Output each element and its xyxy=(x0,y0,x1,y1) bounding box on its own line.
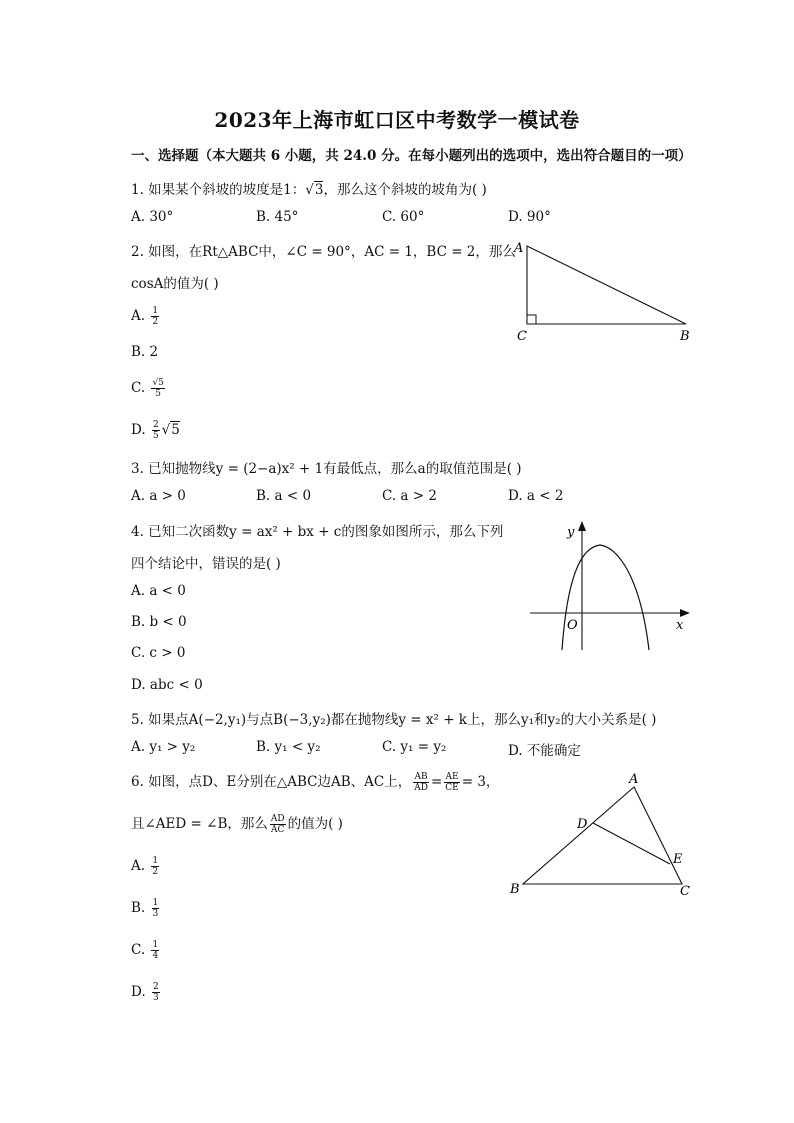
question-1-option-a[interactable]: A. 30° xyxy=(131,209,174,225)
fraction-denominator: 2 xyxy=(152,867,159,877)
question-1-option-d[interactable]: D. 90° xyxy=(508,209,551,225)
question-5-option-d[interactable]: D. 不能确定 xyxy=(508,743,581,759)
section-heading: 一、选择题（本大题共 6 小题，共 24.0 分。在每小题列出的选项中，选出符合题目的一项） xyxy=(131,148,692,164)
question-2-option-b[interactable]: B. 2 xyxy=(131,344,159,360)
option-label: C. xyxy=(131,380,146,396)
y-axis-arrow-icon xyxy=(578,521,586,531)
fraction-denominator: 4 xyxy=(152,951,159,961)
option-label: D. xyxy=(131,984,146,1000)
option-label: B. xyxy=(131,900,146,916)
fraction-numerator: 2 xyxy=(152,982,159,992)
option-label: A. xyxy=(131,308,146,324)
question-4-option-d[interactable]: D. abc < 0 xyxy=(131,677,203,693)
fraction xyxy=(151,940,159,961)
question-6-option-b[interactable] xyxy=(131,898,161,919)
fraction xyxy=(152,420,160,441)
question-6-option-c[interactable] xyxy=(131,940,161,961)
question-1-text-b: ，那么这个斜坡的坡角为( ) xyxy=(323,182,487,198)
fraction-numerator: 1 xyxy=(152,856,159,866)
fraction-numerator: AB xyxy=(414,772,428,782)
option-label: C. xyxy=(131,942,146,958)
fraction-numerator: 1 xyxy=(152,940,159,950)
label-b: B xyxy=(680,329,690,344)
label-y: y xyxy=(567,525,575,540)
fraction-numerator: √5 xyxy=(152,378,164,388)
fraction-denominator: 5 xyxy=(155,389,162,399)
option-label: A. xyxy=(131,858,146,874)
fraction-denominator: AC xyxy=(271,825,285,835)
question-3-option-a[interactable]: A. a > 0 xyxy=(131,488,186,504)
right-triangle xyxy=(527,246,686,324)
fraction-numerator: 2 xyxy=(152,420,159,430)
question-3-option-c[interactable]: C. a > 2 xyxy=(382,488,437,504)
question-5-stem: 5. 如果点A(−2,y₁)与点B(−3,y₂)都在抛物线y = x² + k上，那么y₁和y₂的大小关系是( ) xyxy=(131,712,657,728)
question-2-option-a[interactable] xyxy=(131,306,161,327)
equals-sign: = xyxy=(430,774,443,790)
fraction xyxy=(151,306,159,327)
question-1-sqrt-value: 3 xyxy=(314,182,324,198)
label-c: C xyxy=(517,329,527,344)
page-title: 2023年上海市虹口区中考数学一模试卷 xyxy=(214,108,580,132)
question-6-option-d[interactable] xyxy=(131,982,162,1003)
fraction-numerator: 1 xyxy=(152,898,159,908)
fraction xyxy=(152,982,160,1003)
question-4-option-a[interactable]: A. a < 0 xyxy=(131,583,186,599)
question-6-stem-line1 xyxy=(131,770,499,793)
right-angle-mark xyxy=(527,315,536,324)
triangle-abc xyxy=(523,787,682,884)
sqrt-symbol: √ xyxy=(305,182,314,198)
question-6-text-d: 的值为( ) xyxy=(287,816,343,832)
question-4-option-b[interactable]: B. b < 0 xyxy=(131,614,187,630)
question-4-stem-line1: 4. 已知二次函数y = ax² + bx + c的图象如图所示，那么下列 xyxy=(131,524,504,540)
label-c: C xyxy=(680,884,690,899)
question-5-option-a[interactable]: A. y₁ > y₂ xyxy=(131,739,196,755)
label-b: B xyxy=(510,882,520,897)
option-label: D. xyxy=(131,422,146,438)
question-1-option-b[interactable]: B. 45° xyxy=(256,209,299,225)
fraction-denominator: 5 xyxy=(152,431,159,441)
question-2-option-c[interactable] xyxy=(131,378,167,399)
fraction xyxy=(151,856,159,877)
fraction xyxy=(270,814,286,835)
question-1-option-c[interactable]: C. 60° xyxy=(382,209,425,225)
label-origin: O xyxy=(567,618,578,633)
label-a: A xyxy=(514,241,524,256)
fraction-denominator: AD xyxy=(414,783,428,793)
question-3-option-b[interactable]: B. a < 0 xyxy=(256,488,312,504)
question-2-stem-line2: cosA的值为( ) xyxy=(131,276,219,292)
question-1-text-a: 1. 如果某个斜坡的坡度是1： xyxy=(131,182,306,198)
segment-de xyxy=(593,823,670,864)
question-3-stem: 3. 已知抛物线y = (2−a)x² + 1有最低点，那么a的取值范围是( ) xyxy=(131,461,522,477)
question-4-figure-parabola xyxy=(525,515,695,655)
question-5-option-c[interactable]: C. y₁ = y₂ xyxy=(382,739,447,755)
fraction xyxy=(413,772,429,793)
label-a: A xyxy=(629,772,639,787)
question-6-stem-line2 xyxy=(131,812,343,835)
fraction-numerator: 1 xyxy=(152,306,159,316)
fraction-numerator: AE xyxy=(445,772,459,782)
fraction xyxy=(444,772,459,793)
label-e: E xyxy=(673,852,683,867)
sqrt-symbol: √ xyxy=(161,422,171,438)
parabola-curve xyxy=(562,545,649,650)
question-6-text-b: = 3， xyxy=(461,774,500,790)
question-2-option-d[interactable] xyxy=(131,420,180,441)
label-d: D xyxy=(577,817,588,832)
fraction-numerator: AD xyxy=(270,814,285,824)
fraction-denominator: 2 xyxy=(152,317,159,327)
question-6-figure-triangle xyxy=(505,768,700,900)
question-6-text-a: 6. 如图，点D、E分别在△ABC边AB、AC上， xyxy=(131,774,412,790)
question-4-stem-line2: 四个结论中，错误的是( ) xyxy=(131,556,281,572)
x-axis-arrow-icon xyxy=(680,609,690,617)
question-6-text-c: 且∠AED = ∠B，那么 xyxy=(131,816,268,832)
fraction xyxy=(151,378,164,399)
question-4-option-c[interactable]: C. c > 0 xyxy=(131,645,186,661)
fraction-denominator: 3 xyxy=(152,993,159,1003)
question-5-option-b[interactable]: B. y₁ < y₂ xyxy=(256,739,321,755)
question-6-option-a[interactable] xyxy=(131,856,161,877)
fraction-denominator: 3 xyxy=(152,909,159,919)
question-3-option-d[interactable]: D. a < 2 xyxy=(508,488,564,504)
sqrt-value: 5 xyxy=(171,422,180,438)
fraction xyxy=(152,898,160,919)
question-2-figure-triangle xyxy=(505,232,705,350)
question-1-stem xyxy=(131,178,487,198)
fraction-denominator: CE xyxy=(445,783,459,793)
label-x: x xyxy=(676,618,684,633)
question-2-stem-line1: 2. 如图，在Rt△ABC中，∠C = 90°，AC = 1，BC = 2，那么 xyxy=(131,244,516,260)
